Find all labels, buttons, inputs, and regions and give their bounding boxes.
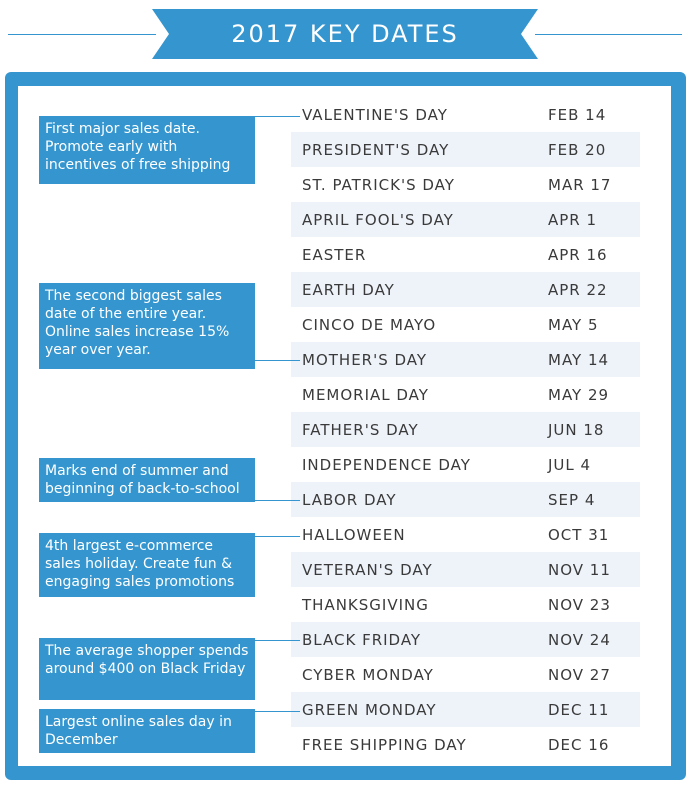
holiday-name: HALLOWEEN xyxy=(302,526,406,544)
date-row-labor-day xyxy=(291,482,640,517)
date-row-fathers-day xyxy=(291,412,640,447)
holiday-date: APR 16 xyxy=(548,246,608,264)
holiday-date: NOV 27 xyxy=(548,666,611,684)
holiday-name: FREE SHIPPING DAY xyxy=(302,736,467,754)
title-banner xyxy=(152,9,538,59)
holiday-date: FEB 14 xyxy=(548,106,607,124)
connector-labor-day xyxy=(255,500,300,501)
connector-green-monday xyxy=(255,711,300,712)
holiday-date: NOV 24 xyxy=(548,631,611,649)
holiday-date: NOV 23 xyxy=(548,596,611,614)
holiday-date: OCT 31 xyxy=(548,526,610,544)
holiday-name: FATHER'S DAY xyxy=(302,421,419,439)
holiday-name: GREEN MONDAY xyxy=(302,701,437,719)
holiday-name: VETERAN'S DAY xyxy=(302,561,433,579)
connector-valentines xyxy=(255,116,300,117)
holiday-date: APR 22 xyxy=(548,281,608,299)
holiday-name: MOTHER'S DAY xyxy=(302,351,428,369)
date-row-cyber-monday xyxy=(291,657,640,692)
callout-labor-day: Marks end of summer and beginning of back-to-school xyxy=(39,458,255,502)
holiday-name: CINCO DE MAYO xyxy=(302,316,437,334)
date-row-black-friday xyxy=(291,622,640,657)
date-row-thanksgiving xyxy=(291,587,640,622)
connector-black-friday xyxy=(255,640,300,641)
holiday-date: SEP 4 xyxy=(548,491,596,509)
page-title: 2017 KEY DATES xyxy=(231,20,459,48)
holiday-name: LABOR DAY xyxy=(302,491,397,509)
dates-table xyxy=(291,97,640,762)
holiday-name: MEMORIAL DAY xyxy=(302,386,429,404)
callout-black-friday: The average shopper spends around $400 on Black Friday xyxy=(39,638,255,700)
holiday-date: DEC 16 xyxy=(548,736,610,754)
date-row-april-fools xyxy=(291,202,640,237)
holiday-date: MAR 17 xyxy=(548,176,612,194)
holiday-name: INDEPENDENCE DAY xyxy=(302,456,471,474)
date-row-veterans-day xyxy=(291,552,640,587)
date-row-cinco-de-mayo xyxy=(291,307,640,342)
holiday-name: THANKSGIVING xyxy=(302,596,429,614)
holiday-name: ST. PATRICK'S DAY xyxy=(302,176,455,194)
holiday-name: VALENTINE'S DAY xyxy=(302,106,448,124)
holiday-date: MAY 29 xyxy=(548,386,610,404)
callout-halloween: 4th largest e-commerce sales holiday. Create fun & engaging sales promotions xyxy=(39,533,255,597)
date-row-mothers-day xyxy=(291,342,640,377)
connector-mothers-day xyxy=(255,360,300,361)
holiday-name: APRIL FOOL'S DAY xyxy=(302,211,454,229)
callout-valentines: First major sales date. Promote early with incentives of free shipping xyxy=(39,116,255,184)
date-row-earth-day xyxy=(291,272,640,307)
holiday-name: CYBER MONDAY xyxy=(302,666,434,684)
holiday-date: JUL 4 xyxy=(548,456,592,474)
date-row-st-patricks xyxy=(291,167,640,202)
holiday-date: APR 1 xyxy=(548,211,598,229)
date-row-green-monday xyxy=(291,692,640,727)
callout-green-monday: Largest online sales day in December xyxy=(39,709,255,753)
holiday-name: EARTH DAY xyxy=(302,281,395,299)
date-row-valentines xyxy=(291,97,640,132)
connector-halloween xyxy=(255,536,300,537)
holiday-name: PRESIDENT'S DAY xyxy=(302,141,450,159)
date-row-presidents xyxy=(291,132,640,167)
date-row-easter xyxy=(291,237,640,272)
banner-rule-right xyxy=(535,34,682,35)
date-row-independence-day xyxy=(291,447,640,482)
date-row-free-shipping-day xyxy=(291,727,640,762)
holiday-name: EASTER xyxy=(302,246,367,264)
callout-mothers-day: The second biggest sales date of the entire year. Online sales increase 15% year over year. xyxy=(39,283,255,369)
holiday-date: NOV 11 xyxy=(548,561,611,579)
holiday-name: BLACK FRIDAY xyxy=(302,631,422,649)
holiday-date: MAY 14 xyxy=(548,351,610,369)
holiday-date: DEC 11 xyxy=(548,701,610,719)
date-row-halloween xyxy=(291,517,640,552)
holiday-date: MAY 5 xyxy=(548,316,599,334)
banner-rule-left xyxy=(8,34,156,35)
date-row-memorial-day xyxy=(291,377,640,412)
holiday-date: JUN 18 xyxy=(548,421,605,439)
holiday-date: FEB 20 xyxy=(548,141,607,159)
